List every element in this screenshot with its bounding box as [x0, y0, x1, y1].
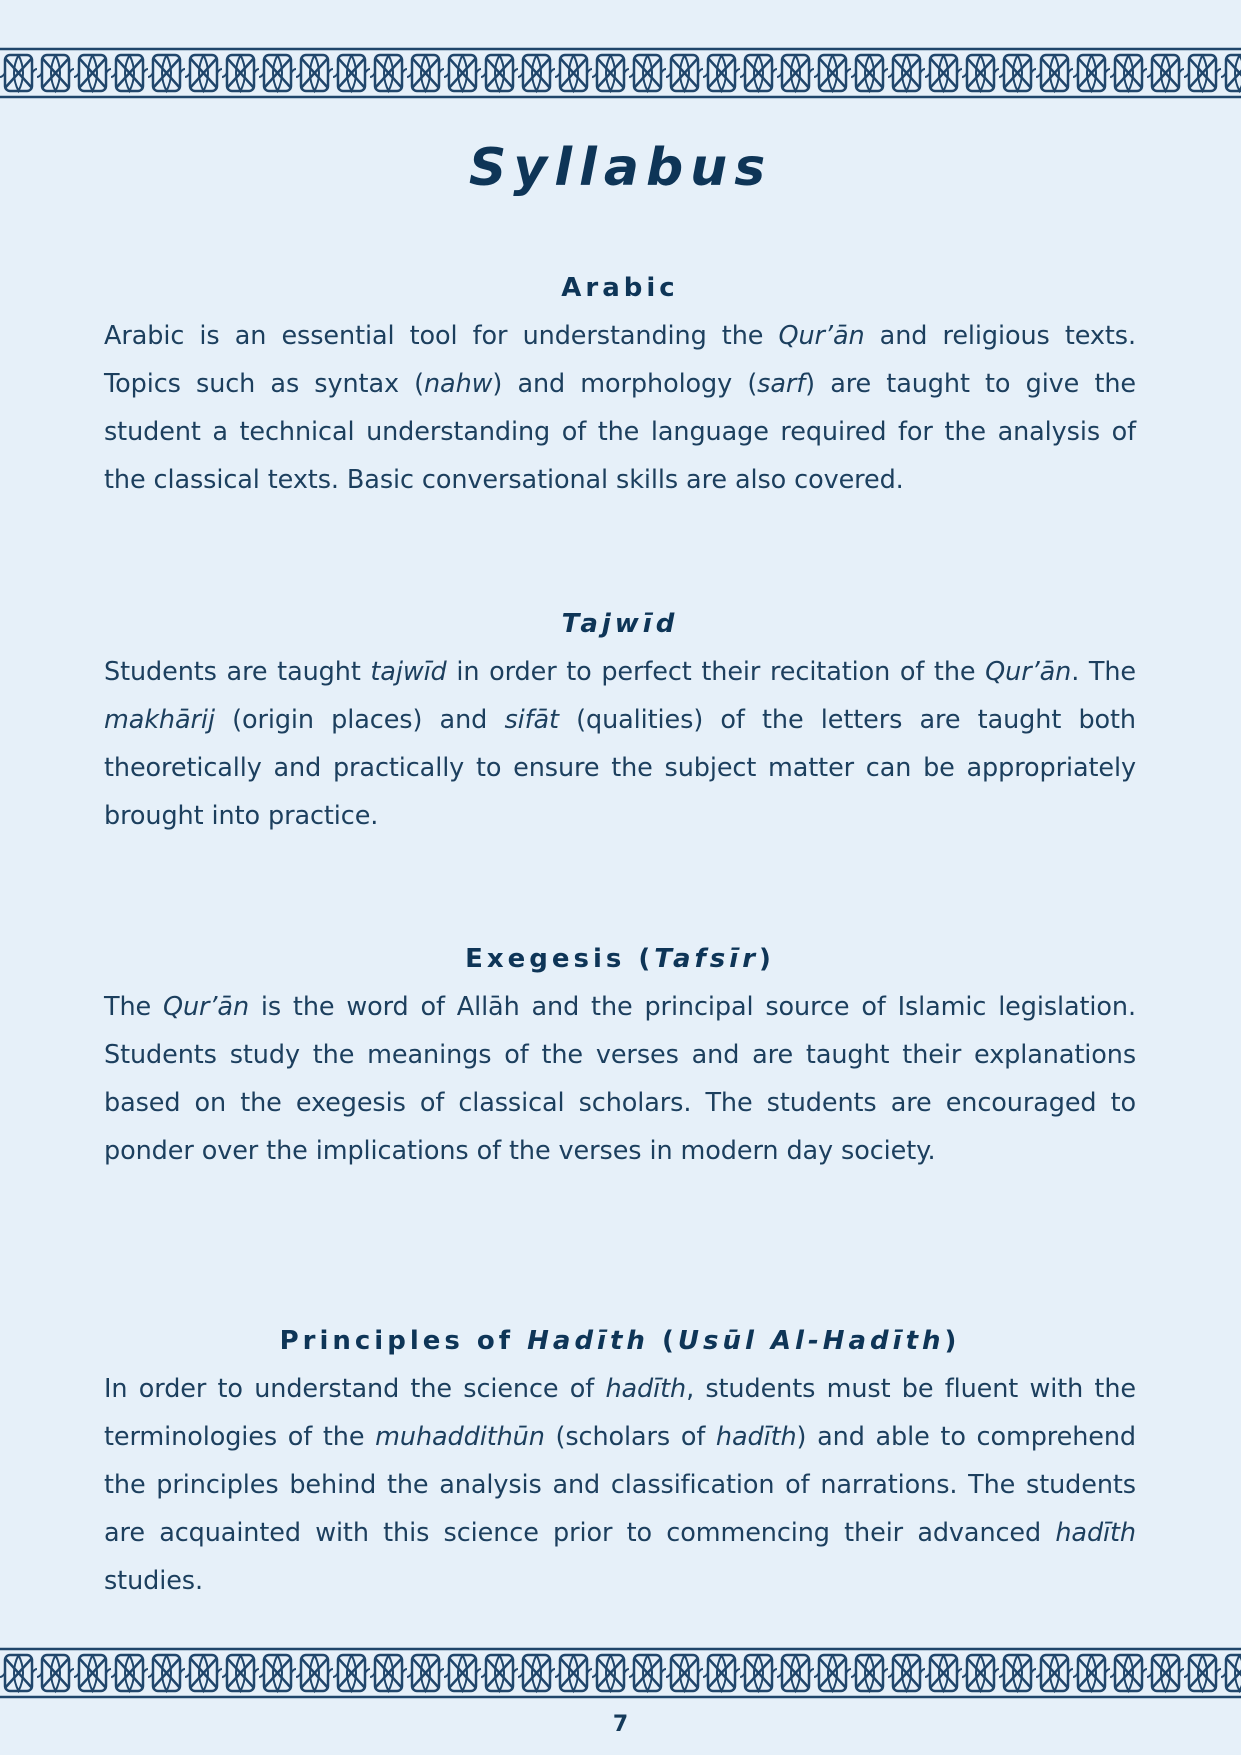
text-run: The	[104, 992, 163, 1022]
italic-term: Tafsīr	[654, 944, 760, 974]
section-hadith-principles	[104, 1323, 1136, 1605]
section-paragraph	[104, 648, 1136, 840]
text-run: ) are taught to give the student a technical understanding of the language required for the analysis of the classical texts. Basic conversational skills are also covered.	[104, 369, 1136, 495]
text-run: studies.	[104, 1566, 203, 1596]
text-run: In order to understand the science of	[104, 1374, 606, 1404]
italic-term: sifāt	[504, 705, 559, 735]
text-run: Exegesis (	[465, 944, 655, 974]
text-run: )	[944, 1326, 961, 1356]
text-run: )	[759, 944, 775, 974]
bottom-ornamental-border	[0, 1646, 1241, 1700]
italic-term: hadīth	[715, 1422, 797, 1452]
italic-term: Hadīth	[527, 1326, 649, 1356]
page-title: Syllabus	[468, 138, 773, 198]
italic-term: sarf	[757, 369, 806, 399]
section-arabic	[104, 270, 1136, 504]
text-run: in order to perfect their recitation of the	[446, 657, 986, 687]
italic-term: hadīth	[1055, 1518, 1136, 1548]
italic-term: makhārij	[104, 705, 215, 735]
text-run: Students are taught	[104, 657, 371, 687]
section-tajwid	[104, 606, 1136, 840]
text-run: Principles of	[279, 1326, 528, 1356]
italic-term: Qur’ān	[778, 321, 865, 351]
text-run: . The	[1071, 657, 1137, 687]
italic-term: Usūl Al-Hadīth	[677, 1326, 945, 1356]
section-paragraph	[104, 983, 1136, 1175]
text-run: (qualities) of the letters are taught both theoretically and practically to ensure the subject matter can be appropriately brought into practice.	[104, 705, 1136, 831]
section-heading: Arabic	[561, 273, 679, 303]
text-run: ) and morphology (	[492, 369, 758, 399]
section-paragraph	[104, 312, 1136, 504]
text-run: (scholars of	[544, 1422, 716, 1452]
italic-term: Qur’ān	[163, 992, 250, 1022]
text-run: is the word of Allāh and the principal source of Islamic legislation. Students study the meanings of the verses and are taught their explanations based on the exegesis of classical scholars. The students are encouraged to ponder over the implications of the verses in modern day society.	[104, 992, 1136, 1166]
text-run: (	[648, 1326, 678, 1356]
knotwork-pattern-icon	[0, 46, 1241, 100]
text-run: ) and able to comprehend the principles behind the analysis and classification of narrations. The students are acquainted with this science prior to commencing their advanced	[104, 1422, 1136, 1548]
italic-term: nahw	[424, 369, 493, 399]
italic-term: tajwīd	[370, 657, 447, 687]
section-heading	[104, 941, 1136, 977]
section-exegesis	[104, 941, 1136, 1175]
text-run: , students must be fluent with the terminologies of the	[104, 1374, 1136, 1452]
knotwork-pattern-icon	[0, 1646, 1241, 1700]
page-number: 7	[612, 1712, 629, 1737]
text-run: and religious texts. Topics such as syntax (	[104, 321, 1136, 399]
italic-term: Qur’ān	[985, 657, 1072, 687]
top-ornamental-border	[0, 46, 1241, 100]
section-paragraph	[104, 1365, 1136, 1605]
text-run: (origin places) and	[214, 705, 505, 735]
italic-term: muhaddithūn	[375, 1422, 545, 1452]
section-heading: Tajwīd	[561, 609, 679, 639]
text-run: Arabic is an essential tool for understanding the	[104, 321, 779, 351]
italic-term: hadīth	[605, 1374, 687, 1404]
section-heading	[104, 1323, 1136, 1359]
